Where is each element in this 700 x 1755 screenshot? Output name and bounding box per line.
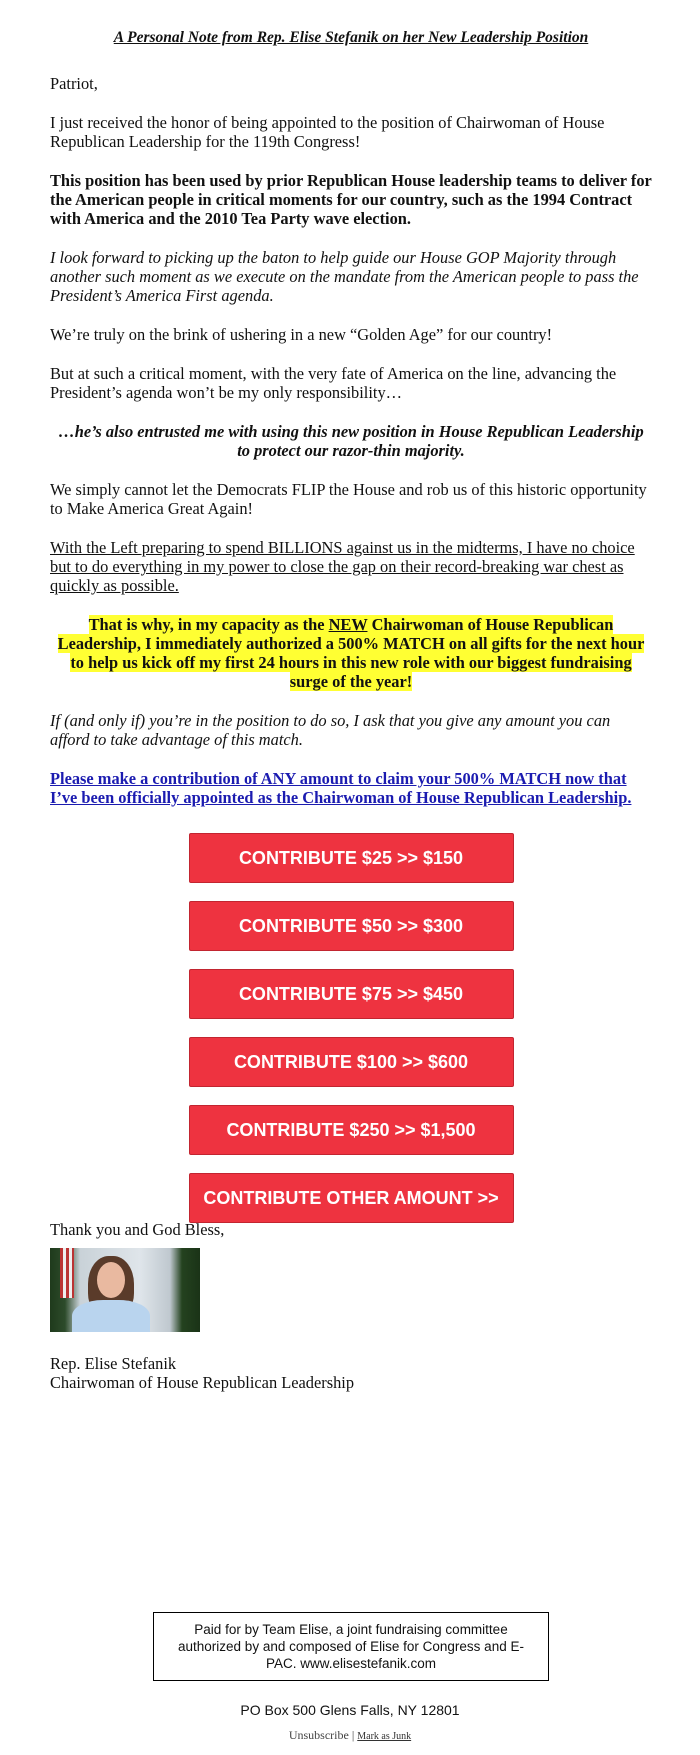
email-title: A Personal Note from Rep. Elise Stefanik on her New Leadership Position — [113, 29, 589, 46]
portrait-photo — [50, 1248, 200, 1332]
highlight-text: Chairwoman of House Republican Leadership, I immediately authorized a 500% MATCH on all gifts for the next hour to help us kick off my first 24 hours in this new role with our biggest fundraising surge of the year! — [57, 615, 645, 691]
signer-name: Rep. Elise Stefanik — [50, 1354, 177, 1373]
contribute-buttons — [50, 833, 652, 1241]
contribute-other-button[interactable]: CONTRIBUTE OTHER AMOUNT >> — [189, 1173, 514, 1223]
paid-for-disclaimer: Paid for by Team Elise, a joint fundraising committee authorized by and composed of Elise for Congress and E-PAC. www.elisestefanik.com — [153, 1612, 549, 1681]
paragraph: I just received the honor of being appointed to the position of Chairwoman of House Republican Leadership for the 119th Congress! — [50, 113, 605, 151]
paragraph-underlined: With the Left preparing to spend BILLIONS against us in the midterms, I have no choice but to do everything in my power to close the gap on their record-breaking war chest as quickly as possible. — [50, 538, 635, 595]
highlight-text: That is why, in my capacity as the — [88, 615, 329, 634]
contribute-link[interactable]: Please make a contribution of ANY amount to claim your 500% MATCH now that I’ve been officially appointed as the Chairwoman of House Republican Leadership. — [50, 769, 632, 807]
separator: | — [348, 1728, 358, 1742]
mailing-address: PO Box 500 Glens Falls, NY 12801 — [240, 1702, 460, 1718]
paragraph-italic: I look forward to picking up the baton to help guide our House GOP Majority through another such moment as we execute on the mandate from the American people to pass the President’s America First agenda. — [50, 248, 639, 305]
unsubscribe-row — [0, 1728, 700, 1743]
highlighted-paragraph — [50, 615, 652, 691]
contribute-25-button[interactable]: CONTRIBUTE $25 >> $150 — [189, 833, 514, 883]
paragraph-bold: This position has been used by prior Republican House leadership teams to deliver for the American people in critical moments for our country, such as the 1994 Contract with America and the 2010 Tea Party wave election. — [50, 171, 652, 228]
signoff: Thank you and God Bless, — [50, 1220, 225, 1239]
paragraph: We simply cannot let the Democrats FLIP the House and rob us of this historic opportunity to Make America Great Again! — [50, 480, 647, 518]
contribute-50-button[interactable]: CONTRIBUTE $50 >> $300 — [189, 901, 514, 951]
greeting: Patriot, — [50, 74, 98, 93]
highlight-new: NEW — [328, 615, 368, 634]
paragraph: We’re truly on the brink of ushering in a new “Golden Age” for our country! — [50, 325, 553, 344]
paragraph-emphasis: …he’s also entrusted me with using this new position in House Republican Leadership to protect our razor-thin majority. — [58, 422, 644, 460]
contribute-75-button[interactable]: CONTRIBUTE $75 >> $450 — [189, 969, 514, 1019]
contribute-250-button[interactable]: CONTRIBUTE $250 >> $1,500 — [189, 1105, 514, 1155]
contribute-100-button[interactable]: CONTRIBUTE $100 >> $600 — [189, 1037, 514, 1087]
mark-as-junk-link[interactable]: Mark as Junk — [357, 1731, 412, 1742]
paragraph-italic: If (and only if) you’re in the position to do so, I ask that you give any amount you can afford to take advantage of this match. — [50, 711, 611, 749]
email-body — [50, 28, 652, 1241]
unsubscribe-link[interactable]: Unsubscribe — [288, 1728, 349, 1742]
signer-role: Chairwoman of House Republican Leadership — [50, 1373, 355, 1392]
closing — [50, 1220, 354, 1392]
paragraph: But at such a critical moment, with the very fate of America on the line, advancing the President’s agenda won’t be my only responsibility… — [50, 364, 617, 402]
